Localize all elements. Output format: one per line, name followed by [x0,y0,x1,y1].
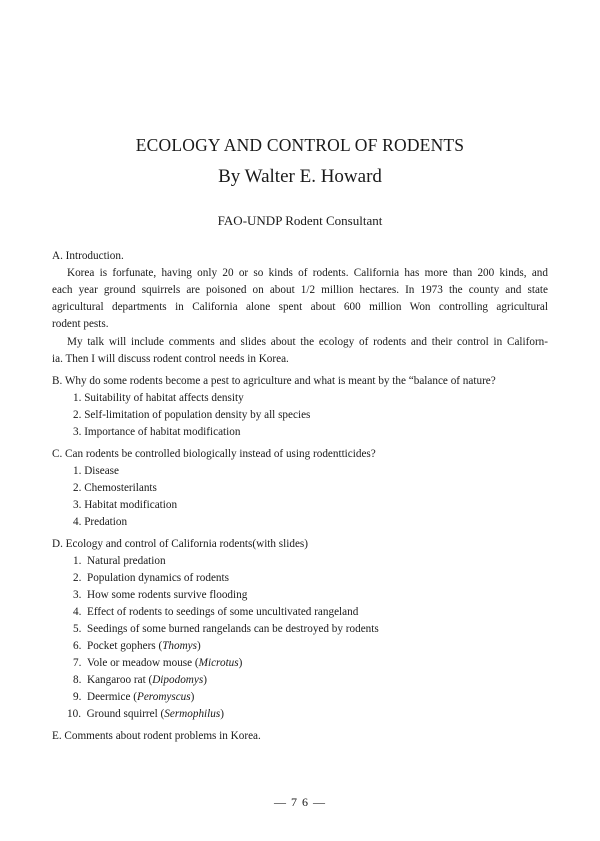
list-item: 1. Suitability of habitat affects density [73,392,244,404]
section-a-p2-line: My talk will include comments and slides about the ecology of rodents and their control in Californ- [67,336,548,348]
item-text: Kangaroo rat ( [86,674,153,686]
item-text: How some rodents survive flooding [86,589,248,601]
item-text: Pocket gophers ( [86,640,163,652]
item-number: 7. [73,657,82,669]
list-item: 2. Chemosterilants [73,482,157,494]
section-d-heading: D. Ecology and control of California rodents(with slides) [52,538,309,550]
item-number: 9. [73,691,82,703]
item-text: Natural predation [86,555,166,567]
section-a-p1-line: Korea is forfunate, having only 20 or so kinds of rodents. California has more than 200 kinds, and [67,267,548,279]
section-a-p2-line: ia. Then I will discuss rodent control needs in Korea. [52,353,289,365]
paper-title: ECOLOGY AND CONTROL OF RODENTS [135,135,465,155]
list-item: 7. Vole or meadow mouse (Microtus) [73,657,243,669]
affiliation-line: FAO-UNDP Rodent Consultant [217,213,383,228]
section-a-p1-line: rodent pests. [52,318,109,330]
section-a-p1-line: each year ground squirrels are poisoned on about 1/2 million hectares. In 1973 the county and state [52,284,548,296]
section-c-heading: C. Can rodents be controlled biologically instead of using rodentticides? [52,448,376,460]
list-item: 9. Deermice (Peromyscus) [73,691,195,703]
latin-name: Thomys [162,640,197,652]
item-number: 1. [73,555,82,567]
item-text: Population dynamics of rodents [86,572,229,584]
list-item [73,570,229,587]
list-item [73,553,166,570]
list-item: 4. Predation [73,516,128,528]
item-text: Effect of rodents to seedings of some uncultivated rangeland [86,606,359,618]
latin-name: Dipodomys [152,674,204,686]
latin-name: Sermophilus [164,708,221,720]
item-text: Deermice ( [86,691,137,703]
item-number: 2. [73,572,82,584]
item-number: 5. [73,623,82,635]
list-item [73,587,247,604]
item-number: 6. [73,640,82,652]
item-number: 4. [73,606,82,618]
list-item: 3. Habitat modification [73,499,178,511]
latin-name: Microtus [198,657,239,669]
list-item: 10. Ground squirrel (Sermophilus) [67,708,224,720]
section-a-heading: A. Introduction. [52,250,124,262]
item-text: Seedings of some burned rangelands can be destroyed by rodents [86,623,379,635]
list-item [73,621,379,638]
list-item: 6. Pocket gophers (Thomys) [73,640,201,652]
page-number: — 7 6 — [274,795,326,809]
list-item [73,604,358,621]
item-number: 8. [73,674,82,686]
item-number: 3. [73,589,82,601]
list-item: 2. Self-limitation of population density by all species [73,409,311,421]
section-b-heading: B. Why do some rodents become a pest to agriculture and what is meant by the “balance of nature? [52,375,496,387]
list-item: 3. Importance of habitat modification [73,426,241,438]
list-item: 8. Kangaroo rat (Dipodomys) [73,674,207,686]
item-number: 10. [67,708,81,720]
latin-name: Peromyscus [136,691,191,703]
section-a-p1-line: agricultural departments in California alone spent about 600 million Won controlling agricultural [52,301,548,313]
author-line: By Walter E. Howard [218,166,382,187]
item-text: Ground squirrel ( [86,708,165,720]
list-item: 1. Disease [73,465,119,477]
item-text: Vole or meadow mouse ( [86,657,199,669]
section-e-heading: E. Comments about rodent problems in Korea. [52,730,261,742]
